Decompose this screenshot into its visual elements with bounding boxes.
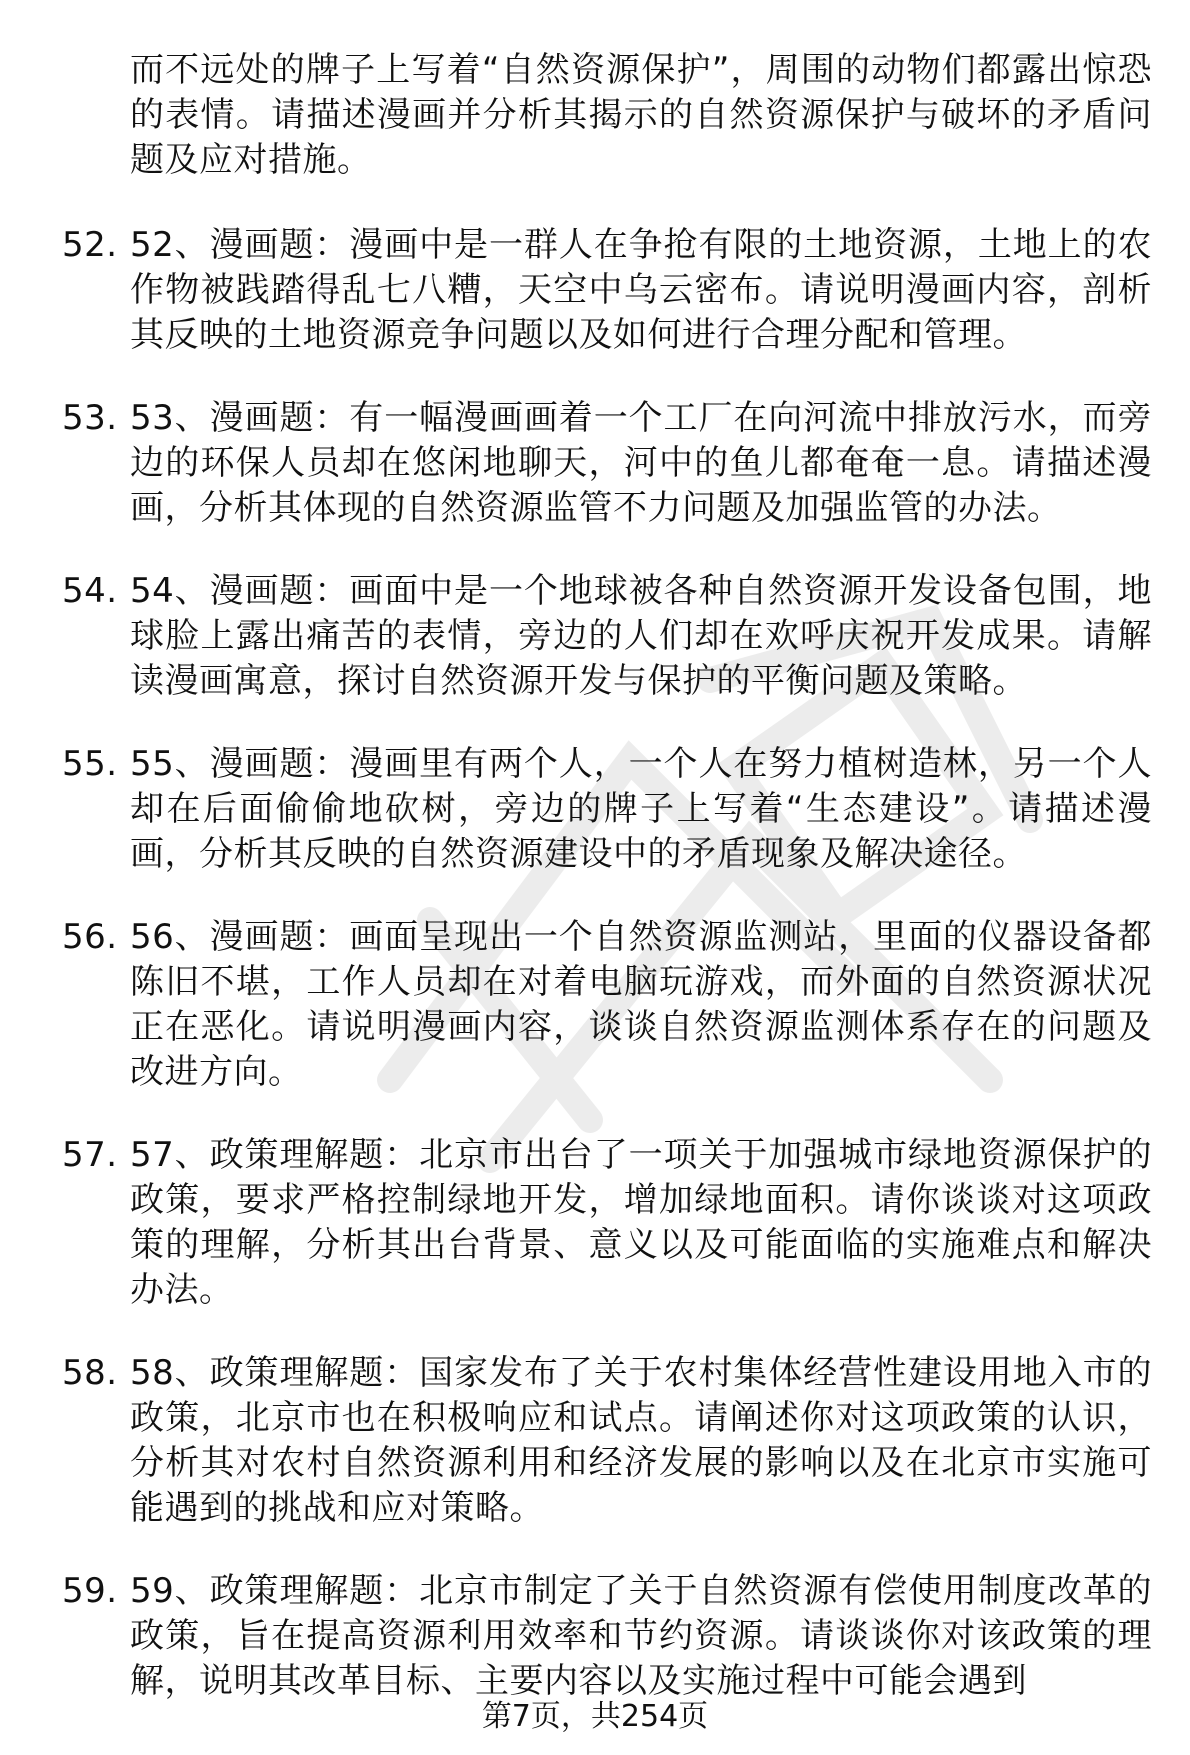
continuation-paragraph bbox=[62, 48, 1152, 183]
list-item bbox=[62, 742, 1152, 877]
list-item bbox=[62, 396, 1152, 531]
list-item bbox=[62, 915, 1152, 1095]
list-item bbox=[62, 223, 1152, 358]
list-item bbox=[62, 1351, 1152, 1531]
item-number: 52. bbox=[62, 225, 118, 265]
item-text: 52、漫画题：漫画中是一群人在争抢有限的土地资源，土地上的农作物被践踏得乱七八糟，天空中乌云密布。请说明漫画内容，剖析其反映的土地资源竞争问题以及如何进行合理分配和管理。 bbox=[130, 225, 1152, 355]
item-number: 55. bbox=[62, 744, 118, 784]
item-text: 57、政策理解题：北京市出台了一项关于加强城市绿地资源保护的政策，要求严格控制绿地开发，增加绿地面积。请你谈谈对这项政策的理解，分析其出台背景、意义以及可能面临的实施难点和解决办法。 bbox=[130, 1135, 1152, 1310]
item-text: 53、漫画题：有一幅漫画画着一个工厂在向河流中排放污水，而旁边的环保人员却在悠闲地聊天，河中的鱼儿都奄奄一息。请描述漫画，分析其体现的自然资源监管不力问题及加强监管的办法。 bbox=[130, 398, 1152, 528]
item-number: 56. bbox=[62, 917, 118, 957]
item-text: 56、漫画题：画面呈现出一个自然资源监测站，里面的仪器设备都陈旧不堪，工作人员却在对着电脑玩游戏，而外面的自然资源状况正在恶化。请说明漫画内容，谈谈自然资源监测体系存在的问题及改进方向。 bbox=[130, 917, 1152, 1092]
continuation-text: 而不远处的牌子上写着“自然资源保护”，周围的动物们都露出惊恐的表情。请描述漫画并分析其揭示的自然资源保护与破坏的矛盾问题及应对措施。 bbox=[130, 50, 1152, 180]
list-item bbox=[62, 1133, 1152, 1313]
item-text: 55、漫画题：漫画里有两个人，一个人在努力植树造林，另一个人却在后面偷偷地砍树，旁边的牌子上写着“生态建设”。请描述漫画，分析其反映的自然资源建设中的矛盾现象及解决途径。 bbox=[130, 744, 1152, 874]
item-text: 58、政策理解题：国家发布了关于农村集体经营性建设用地入市的政策，北京市也在积极响应和试点。请阐述你对这项政策的认识，分析其对农村自然资源利用和经济发展的影响以及在北京市实施可能遇到的挑战和应对策略。 bbox=[130, 1353, 1152, 1528]
item-number: 57. bbox=[62, 1135, 118, 1175]
item-text: 59、政策理解题：北京市制定了关于自然资源有偿使用制度改革的政策，旨在提高资源利用效率和节约资源。请谈谈你对该政策的理解，说明其改革目标、主要内容以及实施过程中可能会遇到 bbox=[130, 1571, 1152, 1701]
page-footer: 第7页，共254页 bbox=[481, 1699, 709, 1734]
item-number: 54. bbox=[62, 571, 118, 611]
item-text: 54、漫画题：画面中是一个地球被各种自然资源开发设备包围，地球脸上露出痛苦的表情，旁边的人们却在欢呼庆祝开发成果。请解读漫画寓意，探讨自然资源开发与保护的平衡问题及策略。 bbox=[130, 571, 1152, 701]
question-list bbox=[62, 48, 1152, 1742]
list-item bbox=[62, 569, 1152, 704]
item-number: 58. bbox=[62, 1353, 118, 1393]
item-number: 53. bbox=[62, 398, 118, 438]
item-number: 59. bbox=[62, 1571, 118, 1611]
list-item bbox=[62, 1569, 1152, 1704]
